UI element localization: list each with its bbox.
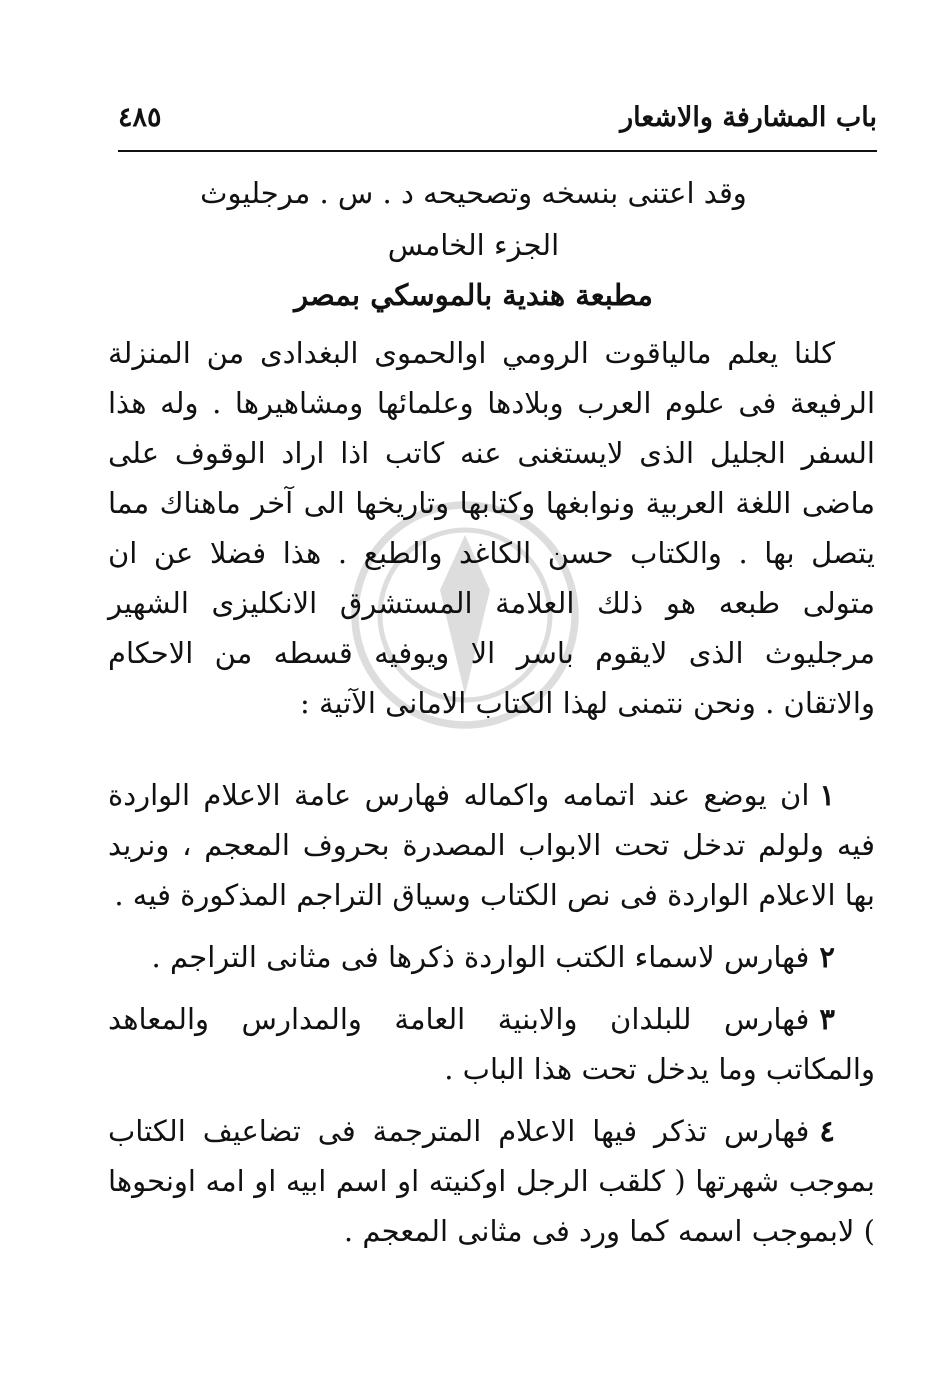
list-item-text: فهارس للبلدان والابنية العامة والمدارس والمعاهد والمكاتب وما يدخل تحت هذا الباب . [108, 1002, 875, 1086]
list-item-number: ١ [819, 778, 835, 812]
list-item-number: ٤ [819, 1114, 835, 1148]
running-title: باب المشارفة والاشعار [620, 101, 877, 133]
intro-line-press: مطبعة هندية بالموسكي بمصر [294, 278, 653, 312]
list-item [108, 1106, 875, 1256]
list-item-number: ٣ [819, 1002, 835, 1036]
header-rule [118, 150, 877, 152]
review-paragraph: كلنا يعلم مالياقوت الرومي اوالحموى البغدادى من المنزلة الرفيعة فى علوم العرب وبلادها وعلمائها ومشاهيرها . وله هذا السفر الجليل الذى لايستغنى عنه كاتب اذا اراد الوقوف على ماضى اللغة العربية ونوابغها وكتابها وتاريخها الى آخر ماهناك مما يتصل بها . والكتاب حسن الكاغد والطبع . هذا فضلا عن ان متولى طبعه هو ذلك العلامة المستشرق الانكليزى الشهير مرجليوث الذى لايقوم باسر الا ويوفيه قسطه من الاحكام والاتقان . ونحن نتمنى لهذا الكتاب الامانى الآتية : [108, 336, 875, 720]
page-header [118, 92, 877, 142]
intro-line-editor: وقد اعتنى بنسخه وتصحيحه د . س . مرجليوث [200, 176, 747, 210]
intro-line-volume: الجزء الخامس [387, 228, 560, 262]
list-item [108, 994, 875, 1094]
list-item-text: فهارس لاسماء الكتب الواردة ذكرها فى مثانى التراجم . [151, 940, 810, 974]
list-item-text: ان يوضع عند اتمامه واكماله فهارس عامة الاعلام الواردة فيه ولولم تدخل تحت الابواب المصدرة بحروف المعجم ، ونريد بها الاعلام الواردة فى نص الكتاب وسياق التراجم المذكورة فيه . [108, 778, 875, 912]
page-number: ٤٨٥ [118, 101, 162, 133]
wish-list [108, 770, 875, 1268]
list-item [108, 932, 875, 982]
list-item-number: ٢ [819, 940, 835, 974]
list-item-text: فهارس تذكر فيها الاعلام المترجمة فى تضاعيف الكتاب بموجب شهرتها ( كلقب الرجل اوكنيته او اسم ابيه او امه اونحوها ) لابموجب اسمه كما ورد فى مثانى المعجم . [108, 1114, 875, 1248]
list-item [108, 770, 875, 920]
